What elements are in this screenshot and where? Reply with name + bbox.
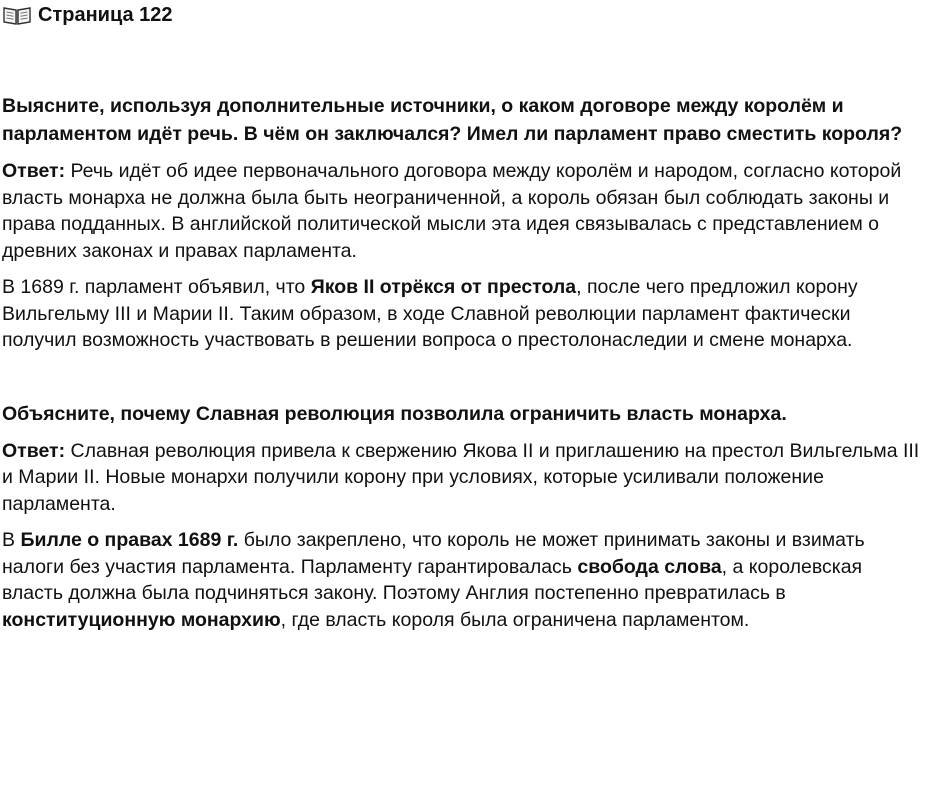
answer-2: [2, 438, 927, 518]
bold-run: свобода слова: [577, 555, 722, 578]
bold-run: Яков II отрёкся от престола: [310, 276, 577, 298]
bold-run: конституционную монархию: [2, 608, 281, 631]
bold-run: Билле о правах 1689 г.: [20, 529, 239, 551]
text-run: было закреплено, что король не может принимать законы и взимать налоги без участия парламента. Парламенту гарантировалась: [2, 529, 865, 578]
question-1: Выясните, используя дополнительные источники, о каком договоре между королём и парламентом идёт речь. В чём он заключался? Имел ли парламент право сместить короля?: [2, 95, 903, 145]
answer-2-detail: [2, 527, 927, 633]
answer-label: Ответ:: [2, 160, 66, 182]
answer-label: Ответ:: [2, 439, 66, 462]
page-title: Страница 122: [38, 4, 173, 26]
text-run: В: [2, 529, 21, 551]
text-run: В 1689 г. парламент объявил, что: [2, 276, 311, 298]
text-run: , где власть короля была ограничена парламентом.: [280, 608, 750, 631]
answer-text: Речь идёт об идее первоначального договора между королём и народом, согласно которой власть монарха не должна была быть неограниченной, а король обязан был соблюдать законы и права подданных. В английской политической мысли эта идея связывалась с представлением о древних законах и правах парламента.: [2, 160, 902, 262]
question-2: Объясните, почему Славная революция позволила ограничить власть монарха.: [2, 402, 787, 425]
text-run: , а королевская власть должна была подчиняться закону. Поэтому Англия постепенно превратилась в: [2, 555, 863, 604]
page-header: [2, 0, 927, 28]
text-run: , после чего предложил корону Вильгельму III и Марии II. Таким образом, в ходе Славной революции парламент фактически получил возможность участвовать в решении вопроса о престолонаследии и смене монарха.: [2, 276, 858, 351]
answer-1: [2, 158, 927, 264]
open-book-icon: [2, 5, 32, 25]
answer-text: Славная революция привела к свержению Якова II и приглашению на престол Вильгельма III и Марии II. Новые монархи получили корону при условиях, которые усиливали положение парламента.: [2, 439, 920, 515]
answer-1-detail: [2, 274, 927, 354]
